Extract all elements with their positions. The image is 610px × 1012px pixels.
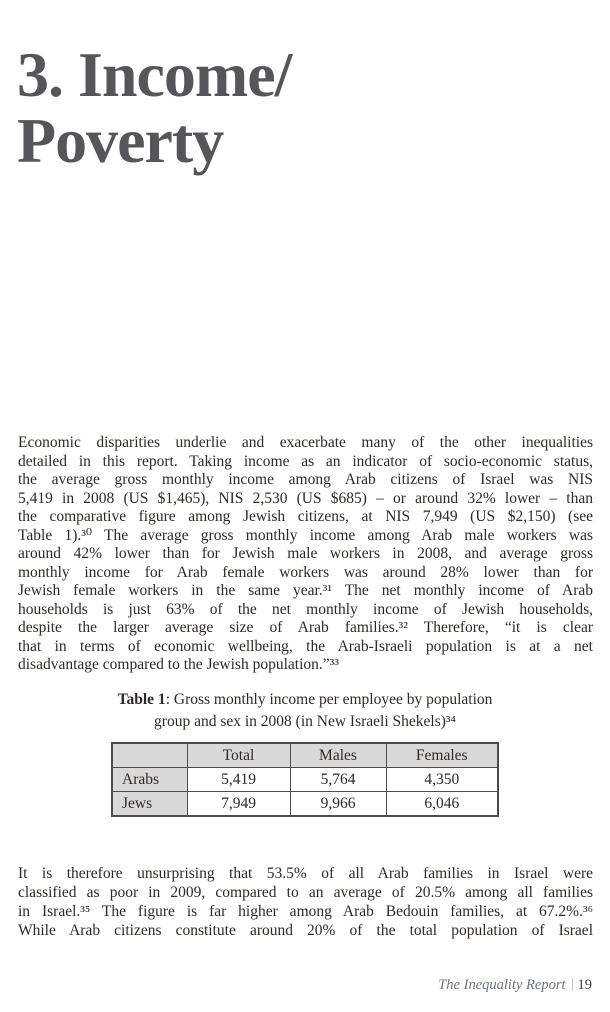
paragraph-line: disadvantage compared to the Jewish population.”³³ [18, 656, 339, 673]
paragraph-line: 5,419 in 2008 (US $1,465), NIS 2,530 (US $685) – or around 32% lower – than [18, 489, 593, 507]
row-label-arabs: Arabs [112, 768, 187, 792]
paragraph-line: Jewish female workers in the same year.³¹ The net monthly income of Arab [18, 582, 593, 599]
table-row [112, 768, 498, 792]
table-header-females: Females [386, 743, 498, 768]
paragraph-income-overview [18, 434, 593, 675]
cell-jews-females: 6,046 [386, 792, 498, 817]
cell-jews-total: 7,949 [187, 792, 290, 817]
paragraph-line: households is just 63% of the net monthly income of Jewish households, [18, 600, 593, 618]
cell-arabs-females: 4,350 [386, 768, 498, 792]
table-header-empty [112, 743, 187, 768]
paragraph-line: Table 1).³⁰ The average gross monthly income among Arab male workers was [18, 526, 593, 544]
footer-report-name: The Inequality Report [438, 977, 566, 993]
table-caption-line2: group and sex in 2008 (in New Israeli Shekels)³⁴ [154, 713, 456, 730]
table-header-total: Total [187, 743, 290, 768]
table-caption-text: : Gross monthly income per employee by population [165, 691, 493, 708]
cell-arabs-total: 5,419 [187, 768, 290, 792]
paragraph-poverty-rates [18, 864, 593, 940]
paragraph-line: monthly income for Arab female workers was around 28% lower than for [18, 563, 593, 581]
table-wrapper [0, 742, 610, 817]
paragraph-line: classified as poor in 2009, compared to an average of 20.5% among all families [18, 884, 593, 901]
paragraph-line: the average gross monthly income among Arab citizens of Israel was NIS [18, 471, 593, 488]
row-label-jews: Jews [112, 792, 187, 817]
table-header-males: Males [290, 743, 386, 768]
paragraph-line: It is therefore unsurprising that 53.5% of all Arab families in Israel were [18, 865, 593, 882]
table-header-row [112, 743, 498, 768]
page-footer [438, 977, 592, 994]
chapter-title [17, 39, 292, 176]
chapter-title-line1: 3. Income/ [17, 39, 292, 110]
table-caption-label: Table 1 [117, 691, 166, 708]
footer-separator [572, 978, 573, 991]
table-caption [0, 689, 610, 733]
paragraph-line: the comparative figure among Jewish citizens, at NIS 7,949 (US $2,150) (see [18, 508, 593, 525]
paragraph-line: despite the larger average size of Arab families.³² Therefore, “it is clear [18, 619, 593, 636]
table-row [112, 792, 498, 817]
paragraph-line: in Israel.³⁵ The figure is far higher among Arab Bedouin families, at 67.2%.³⁶ [18, 903, 593, 920]
cell-jews-males: 9,966 [290, 792, 386, 817]
chapter-title-line2: Poverty [17, 105, 224, 176]
footer-page-number: 19 [577, 977, 592, 993]
income-table [111, 742, 499, 817]
paragraph-line: While Arab citizens constitute around 20% of the total population of Israel [18, 922, 593, 939]
paragraph-line: detailed in this report. Taking income as an indicator of socio-economic status, [18, 452, 593, 470]
cell-arabs-males: 5,764 [290, 768, 386, 792]
paragraph-line: that in terms of economic wellbeing, the Arab-Israeli population is at a net [18, 637, 593, 655]
table-caption-line1 [0, 689, 610, 711]
paragraph-line: Economic disparities underlie and exacerbate many of the other inequalities [18, 434, 593, 451]
paragraph-line: around 42% lower than for Jewish male workers in 2008, and average gross [18, 545, 593, 562]
